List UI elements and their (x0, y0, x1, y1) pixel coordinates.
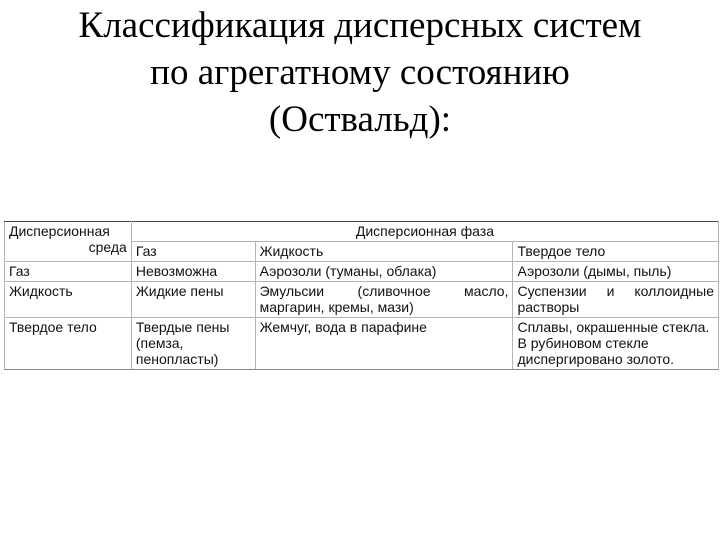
row-medium-label: Жидкость (5, 282, 132, 318)
title-line-1: Классификация дисперсных систем (78, 5, 642, 46)
phase-column-solid: Твердое тело (513, 242, 719, 262)
table-cell: Аэрозоли (туманы, облака) (255, 262, 513, 282)
table-cell: Жемчуг, вода в парафине (255, 318, 513, 370)
table-cell: Сплавы, окрашенные стекла. В рубиновом стекле диспергировано золото. (513, 318, 719, 370)
table-header-row (5, 222, 719, 242)
row-medium-label: Твердое тело (5, 318, 132, 370)
page-title (0, 2, 720, 143)
phase-column-liquid: Жидкость (255, 242, 513, 262)
table-cell: Суспензии и коллоидные растворы (513, 282, 719, 318)
table-row (5, 282, 719, 318)
title-line-3: (Оствальд): (268, 99, 452, 140)
medium-header-line-1: Дисперсионная (9, 223, 110, 239)
row-medium-label: Газ (5, 262, 132, 282)
phase-column-gas: Газ (131, 242, 255, 262)
table-cell: Эмульсии (сливочное масло, маргарин, кремы, мази) (255, 282, 513, 318)
table-row (5, 318, 719, 370)
phase-header-cell: Дисперсионная фаза (131, 222, 718, 242)
table-cell: Невозможна (131, 262, 255, 282)
classification-table (4, 221, 719, 370)
table-cell: Жидкие пены (131, 282, 255, 318)
table-cell: Аэрозоли (дымы, пыль) (513, 262, 719, 282)
table-cell: Твердые пены (пемза, пенопласты) (131, 318, 255, 370)
medium-header-cell (5, 222, 132, 262)
table-row (5, 262, 719, 282)
title-line-2: по агрегатному состоянию (150, 52, 570, 93)
medium-header-line-2: среда (88, 239, 127, 255)
